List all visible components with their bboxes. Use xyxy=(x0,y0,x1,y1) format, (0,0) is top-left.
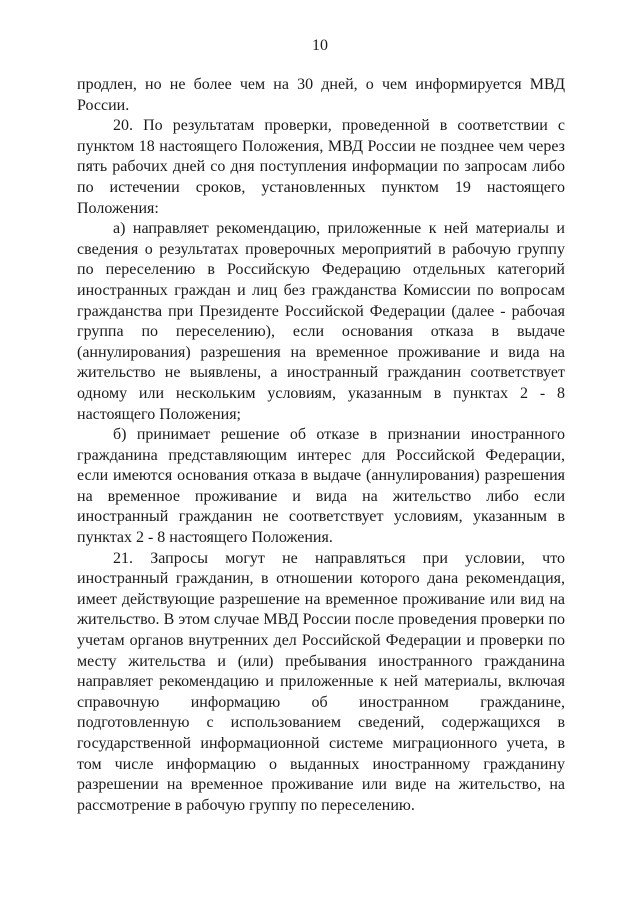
paragraph-continuation: продлен, но не более чем на 30 дней, о чем информируется МВД России. xyxy=(77,76,565,114)
document-body xyxy=(77,75,565,816)
paragraph-clause-20: 20. По результатам проверки, проведенной в соответствии с пунктом 18 настоящего Положения, МВД России не позднее чем через пять рабочих дней со дня поступления информации по запросам либо по истечении сроков, установленных пунктом 19 настоящего Положения: xyxy=(77,117,565,217)
paragraph-subclause-b: б) принимает решение об отказе в признании иностранного гражданина представляющим интерес для Российской Федерации, если имеются основания отказа в выдаче (аннулирования) разрешения на временное проживание и вида на жительство либо если иностранный гражданин не соответствует условиям, указанным в пунктах 2 - 8 настоящего Положения. xyxy=(77,426,565,547)
paragraph-clause-21: 21. Запросы могут не направляться при условии, что иностранный гражданин, в отношении которого дана рекомендация, имеет действующие разрешение на временное проживание или вид на жительство. В этом случае МВД России после проведения проверки по учетам органов внутренних дел Российской Федерации и проверки по месту жительства и (или) пребывания иностранного гражданина направляет рекомендацию и приложенные к ней материалы, включая справочную информацию об иностранном гражданине, подготовленную с использованием сведений, содержащихся в государственной информационной системе миграционного учета, в том числе информацию о выданных иностранному гражданину разрешении на временное проживание или виде на жительство, на рассмотрение в рабочую группу по переселению. xyxy=(77,549,565,814)
paragraph-subclause-a: а) направляет рекомендацию, приложенные к ней материалы и сведения о результатах проверочных мероприятий в рабочую группу по переселению в Российскую Федерацию отдельных категорий иностранных граждан и лиц без гражданства Комиссии по вопросам гражданства при Президенте Российской Федерации (далее - рабочая группа по переселению), если основания отказа в выдаче (аннулирования) разрешения на временное проживание и вида на жительство не выявлены, а иностранный гражданин соответствует одному или нескольким условиям, указанным в пунктах 2 - 8 настоящего Положения; xyxy=(77,220,565,423)
page-number: 10 xyxy=(312,37,328,54)
